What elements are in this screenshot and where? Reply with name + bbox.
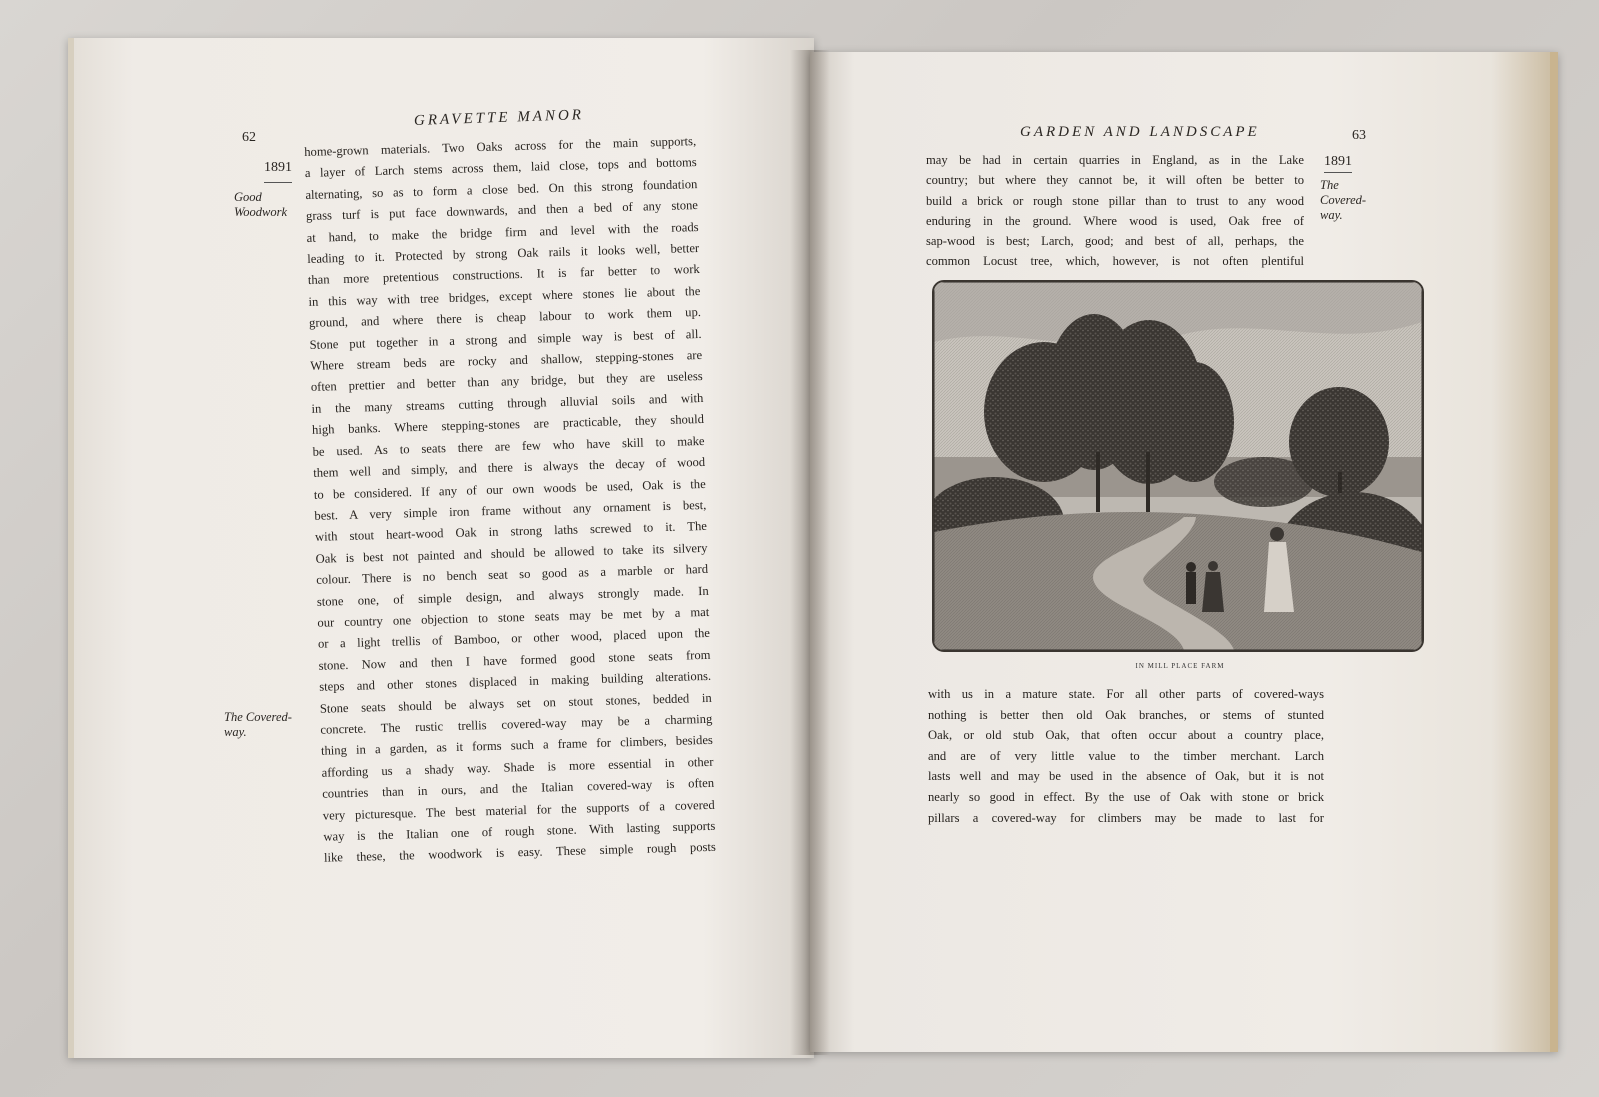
open-book xyxy=(60,30,1550,1070)
left-running-head: GRAVETTE MANOR xyxy=(413,107,585,129)
text-line: or a light trellis of Bamboo, or other wood, placed upon the xyxy=(317,626,711,652)
text-line: at hand, to make the bridge firm and level with the roads xyxy=(306,219,699,245)
text-line: affording us a shady way. Shade is more essential in other xyxy=(321,754,714,780)
text-line: Oak, or old stub Oak, that often occur about a country place, xyxy=(928,728,1324,743)
text-line: lasts well and may be used in the absence of Oak, but it is not xyxy=(928,769,1324,784)
text-line: often prettier and better than any bridge, but they are useless xyxy=(310,369,703,395)
text-line: very picturesque. The best material for the supports of a covered xyxy=(322,797,715,823)
text-line: grass turf is put face downwards, and then a bed of any stone xyxy=(305,198,699,224)
right-body-text-top xyxy=(926,150,1304,272)
text-line: nearly so good in effect. By the use of Oak with stone or brick xyxy=(928,789,1324,804)
text-line: with stout heart-wood Oak in strong laths screwed to it. The xyxy=(314,519,708,545)
right-year: 1891 xyxy=(1324,154,1352,169)
text-line: enduring in the ground. Where wood is used, Oak free of xyxy=(926,213,1304,228)
text-line: alternating, so as to form a close bed. On this strong foundation xyxy=(305,176,698,202)
margin-note-covered-way-right: The Covered-way. xyxy=(1320,178,1367,222)
text-line: way is the Italian one of rough stone. With lasting supports xyxy=(323,818,716,844)
text-line: ground, and where there is cheap labour to work them up. xyxy=(308,305,702,331)
text-line: best. A very simple iron frame without any ornament is best, xyxy=(314,497,707,523)
text-line: Where stream beds are rocky and shallow, stepping-stones are xyxy=(310,348,703,373)
text-line: them well and simply, and there is always the decay of wood xyxy=(313,455,706,480)
text-line: Stone seats should be always set on stout stones, bedded in xyxy=(319,690,712,716)
left-body-text xyxy=(304,131,716,869)
text-line: stone. Now and then I have formed good stone seats from xyxy=(318,647,711,673)
text-line: home-grown materials. Two Oaks across for the main supports, xyxy=(304,134,697,159)
left-year: 1891 xyxy=(264,160,292,175)
text-line: build a brick or rough stone pillar than to trust to any wood xyxy=(926,193,1304,208)
text-line: our country one objection to stone seats may be met by a mat xyxy=(317,604,710,630)
text-line: a layer of Larch stems across them, laid close, tops and bottoms xyxy=(304,155,697,181)
text-line: in this way with tree bridges, except where stones lie about the xyxy=(308,283,701,309)
text-line: in the many streams cutting through alluvial soils and with xyxy=(311,390,704,416)
right-running-head: GARDEN AND LANDSCAPE xyxy=(1020,124,1260,140)
left-folio: 62 xyxy=(242,130,256,145)
text-line: high banks. Where stepping-stones are practicable, they should xyxy=(311,412,705,438)
text-line: Stone put together in a strong and simple way is best of all. xyxy=(309,326,702,352)
right-folio: 63 xyxy=(1352,128,1366,143)
margin-note-covered-way: The Covered-way. xyxy=(224,710,292,739)
text-line: countries than in ours, and the Italian covered-way is often xyxy=(322,775,715,801)
text-line: thing in a garden, as it forms such a frame for climbers, besides xyxy=(320,733,714,759)
text-line: concrete. The rustic trellis covered-way may be a charming xyxy=(320,711,713,737)
text-line: Oak is best not painted and should be allowed to take its silvery xyxy=(315,540,708,566)
text-line: stone one, of simple design, and always strongly made. In xyxy=(316,583,709,609)
text-line: may be had in certain quarries in England, as in the Lake xyxy=(926,153,1304,167)
text-line: common Locust tree, which, however, is not often plentiful xyxy=(926,254,1304,269)
text-line: steps and other stones displaced in making building alterations. xyxy=(319,669,712,694)
engraving-mill-place-farm xyxy=(932,280,1424,652)
text-line: like these, the woodwork is easy. These simple rough posts xyxy=(323,840,717,866)
text-line: than more pretentious constructions. It is far better to work xyxy=(307,262,700,288)
text-line: be used. As to seats there are few who have skill to make xyxy=(312,433,705,459)
text-line: nothing is better then old Oak branches, or stems of stunted xyxy=(928,707,1324,722)
left-page xyxy=(68,38,814,1058)
right-body-text-bottom xyxy=(928,684,1324,828)
right-year-rule xyxy=(1324,172,1352,173)
engraving-illustration xyxy=(934,282,1422,650)
right-page xyxy=(810,52,1558,1052)
book-gutter xyxy=(790,50,830,1055)
text-line: pillars a covered-way for climbers may be made to last for xyxy=(928,810,1324,825)
margin-note-good-woodwork: Good Woodwork xyxy=(234,190,288,219)
left-year-rule xyxy=(264,182,292,183)
text-line: country; but where they cannot be, it will often be better to xyxy=(926,173,1304,188)
text-line: colour. There is no bench seat so good as a marble or hard xyxy=(316,562,709,587)
text-line: sap-wood is best; Larch, good; and best of all, perhaps, the xyxy=(926,234,1304,249)
text-line: with us in a mature state. For all other parts of covered-ways xyxy=(928,687,1324,701)
figure-caption: IN MILL PLACE FARM xyxy=(1135,662,1225,670)
text-line: leading to it. Protected by strong Oak rails it looks well, better xyxy=(307,241,700,266)
text-line: and are of very little value to the timber merchant. Larch xyxy=(928,748,1324,763)
text-line: to be considered. If any of our own woods be used, Oak is the xyxy=(313,476,706,502)
